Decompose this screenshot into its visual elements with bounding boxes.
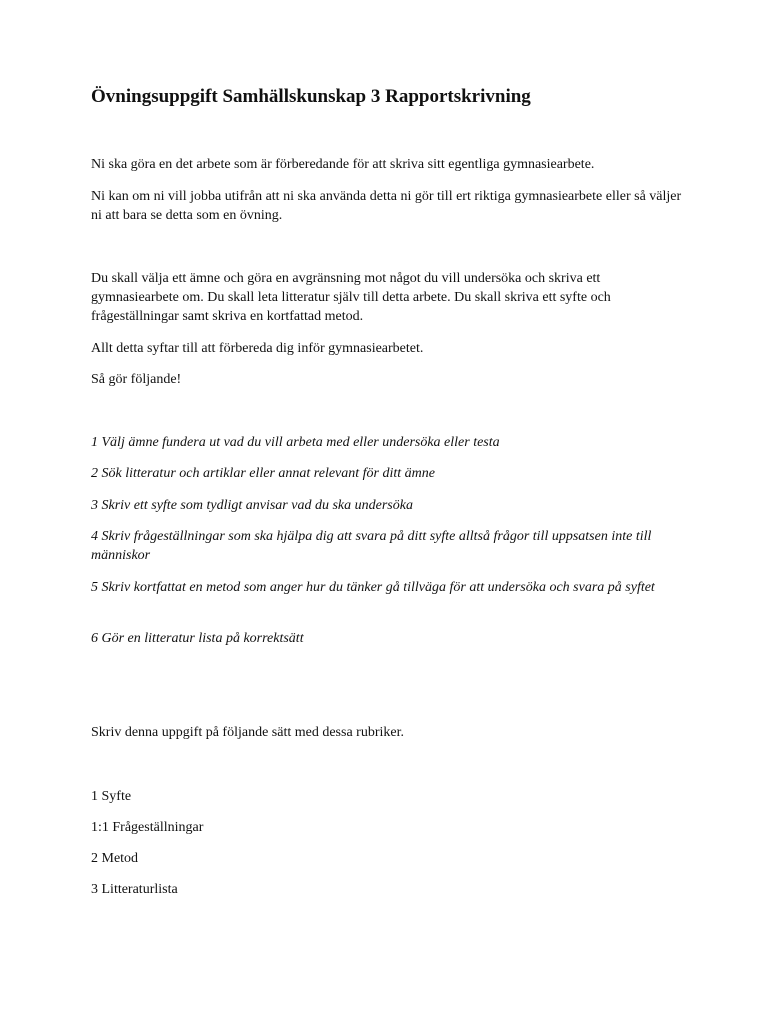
intro-paragraph-1: Ni ska göra en det arbete som är förberedande för att skriva sitt egentliga gymnasiearbete. xyxy=(91,157,595,172)
description-paragraph-1: Du skall välja ett ämne och göra en avgränsning mot något du vill undersöka och skriva ett gymnasiearbete om. Du skall leta litteratur själv till detta arbete. Du skall skriva ett syfte och frågeställningar samt skriva en kortfattad metod. xyxy=(91,271,611,324)
heading-fragestallningar: 1:1 Frågeställningar xyxy=(91,820,204,835)
step-4: 4 Skriv frågeställningar som ska hjälpa dig att svara på ditt syfte alltså frågor till uppsatsen inte till människor xyxy=(91,529,652,563)
step-6: 6 Gör en litteratur lista på korrektsätt xyxy=(91,631,304,646)
step-1: 1 Välj ämne fundera ut vad du vill arbeta med eller undersöka eller testa xyxy=(91,435,500,450)
intro-paragraph-2: Ni kan om ni vill jobba utifrån att ni ska använda detta ni gör till ert riktiga gymnasiearbete eller så väljer ni att bara se detta som en övning. xyxy=(91,189,682,223)
document-title: Övningsuppgift Samhällskunskap 3 Rapportskrivning xyxy=(91,86,531,107)
heading-litteraturlista: 3 Litteraturlista xyxy=(91,882,178,897)
step-5: 5 Skriv kortfattat en metod som anger hur du tänker gå tillväga för att undersöka och svara på syftet xyxy=(91,580,655,595)
step-2: 2 Sök litteratur och artiklar eller annat relevant för ditt ämne xyxy=(91,466,435,481)
description-paragraph-2: Allt detta syftar till att förbereda dig inför gymnasiearbetet. xyxy=(91,341,424,356)
heading-metod: 2 Metod xyxy=(91,851,139,866)
instruction-paragraph: Skriv denna uppgift på följande sätt med dessa rubriker. xyxy=(91,725,404,740)
description-paragraph-3: Så gör följande! xyxy=(91,372,182,387)
step-3: 3 Skriv ett syfte som tydligt anvisar vad du ska undersöka xyxy=(91,498,413,513)
heading-syfte: 1 Syfte xyxy=(91,789,132,804)
